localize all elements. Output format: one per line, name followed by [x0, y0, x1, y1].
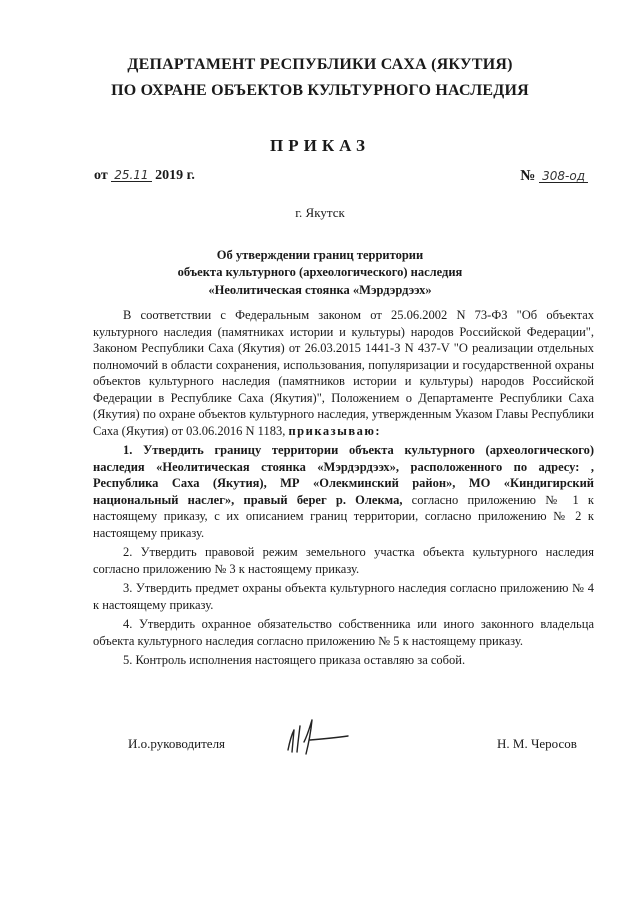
date-prefix: от: [94, 168, 108, 183]
signatory-name: Н. М. Черосов: [497, 736, 577, 751]
number-prefix: №: [520, 168, 536, 184]
order-date: [94, 168, 195, 184]
item-1-text: согласно приложению № 1 к настоящему приказу, с их описанием границ территории, согласно приложению № 2 к настоящему приказу.: [93, 492, 594, 540]
date-day-month-handwritten: 25.11: [111, 169, 151, 182]
subject-line3: «Неолитическая стоянка «Мэрдэрдээх»: [208, 283, 432, 297]
handwritten-signature: [282, 712, 352, 762]
subject-line1: Об утверждении границ территории: [216, 248, 424, 262]
number-value-handwritten: 308-од: [539, 170, 588, 183]
order-item-5: 5. Контроль исполнения настоящего приказа оставляю за собой.: [123, 653, 466, 667]
order-number: [520, 168, 588, 185]
department-name-line1: ДЕПАРТАМЕНТ РЕСПУБЛИКИ САХА (ЯКУТИЯ): [127, 56, 513, 73]
document-title: ПРИКАЗ: [270, 136, 370, 155]
order-item-4: 4. Утвердить охранное обязательство собственника или иного законного владельца объекта культурного наследия согласно приложению № 5 к настоящему приказу.: [93, 617, 594, 648]
order-item-2: 2. Утвердить правовой режим земельного участка объекта культурного наследия согласно приложению № 3 к настоящему приказу.: [93, 545, 594, 576]
preamble: [93, 307, 594, 439]
city: г. Якутск: [295, 205, 345, 220]
signatory-position: И.о.руководителя: [128, 736, 226, 751]
decree-word: приказываю:: [288, 423, 382, 438]
item-1-bold-text: 1. Утвердить границу территории объекта культурного (археологического) наследия «Неолитическая стоянка «Мэрдэрдээх», расположенного по адресу: , Республика Саха (Якутия), МР «Олекминский район», МО «Киндигирский национальный наслег», правый берег р. Олекма,: [93, 443, 594, 507]
order-item-1: [93, 442, 594, 541]
preamble-text: В соответствии с Федеральным законом от 25.06.2002 N 73-ФЗ "Об объектах культурного наследия (памятниках истории и культуры) народов Российской Федерации", Законом Республики Саха (Якутия) от 26.03.2015 1441-З N 437-V "О реализации отдельных полномочий в области сохранения, использования, популяризации и государственной охраны объектов культурного наследия (памятников истории и культуры) народов Российской Федерации в Республике Саха (Якутия)", Положением о Департаменте Республики Саха (Якутия) по охране объектов культурного наследия, утвержденным Указом Главы Республики Саха (Якутия) от 03.06.2016 N 1183,: [93, 308, 594, 438]
order-body: [93, 307, 594, 669]
department-name-line2: ПО ОХРАНЕ ОБЪЕКТОВ КУЛЬТУРНОГО НАСЛЕДИЯ: [111, 82, 529, 99]
order-item-3: 3. Утвердить предмет охраны объекта культурного наследия согласно приложению № 4 к настоящему приказу.: [93, 581, 594, 612]
date-year: 2019 г.: [155, 168, 195, 183]
subject-line2: объекта культурного (археологического) наследия: [177, 265, 463, 279]
